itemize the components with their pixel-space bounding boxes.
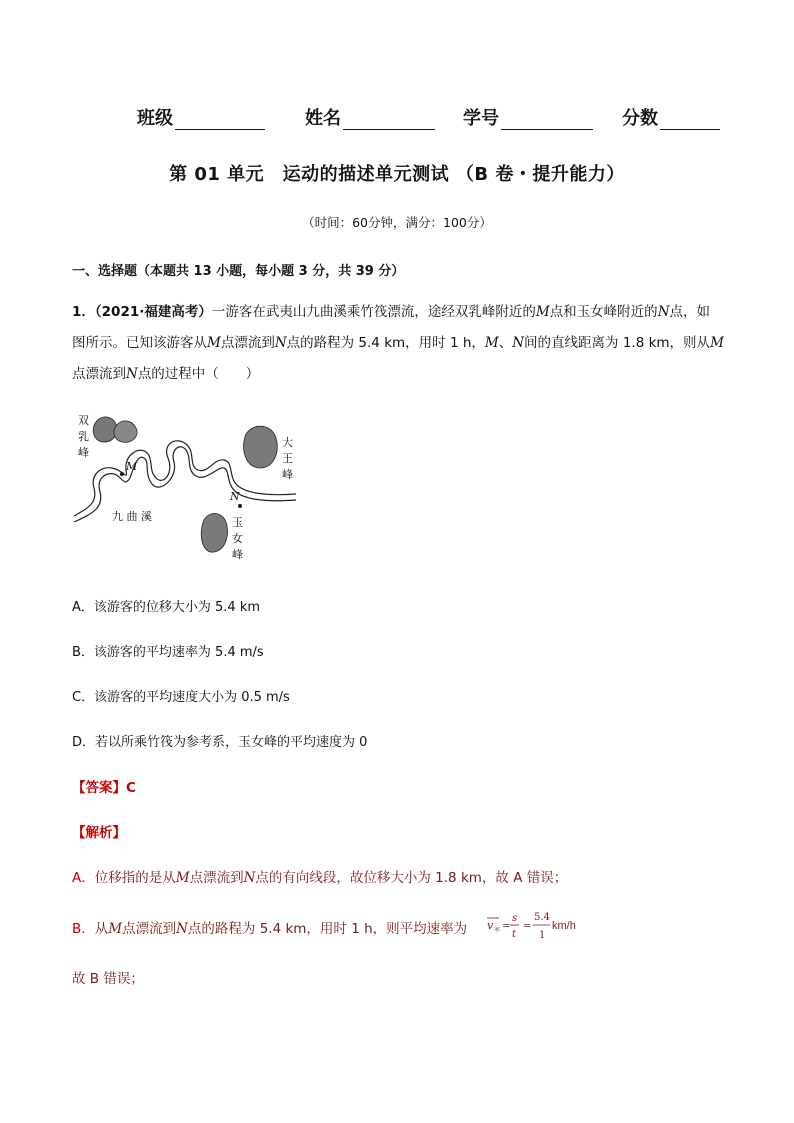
section-heading: 一、选择题（本题共 13 小题，每小题 3 分，共 39 分）: [72, 264, 405, 279]
question-text: 间的直线距离为 1.8 km，则从: [524, 335, 711, 351]
mountain-right: [244, 426, 278, 468]
class-blank[interactable]: [175, 109, 265, 130]
label-wang: 王: [282, 452, 293, 465]
header-row: [0, 104, 794, 132]
formula-equals-2: =: [523, 921, 532, 932]
point-m: M: [484, 335, 499, 351]
point-n: N: [176, 921, 188, 937]
point-m-marker: [120, 472, 124, 476]
point-n-marker: [238, 504, 242, 508]
point-n: N: [512, 335, 525, 351]
page-title: 第 01 单元 运动的描述单元测试 （B 卷・提升能力）: [169, 164, 625, 185]
name-blank[interactable]: [343, 109, 435, 130]
question-1-line-3: [72, 359, 724, 390]
point-n: N: [657, 304, 670, 320]
question-text: 、: [498, 335, 513, 351]
student-id-label: 学号: [463, 108, 499, 129]
answer: 【答案】C: [72, 780, 136, 796]
analysis-text: 点漂流到: [122, 921, 177, 937]
label-feng-bottom: 峰: [232, 548, 243, 561]
formula-equals-1: =: [502, 921, 511, 932]
question-text: 点，如: [669, 304, 710, 320]
river-map-figure: [68, 408, 308, 578]
point-n: N: [274, 335, 287, 351]
class-label: 班级: [137, 108, 173, 129]
label-river: 九 曲 溪: [112, 510, 152, 523]
point-m: M: [207, 335, 221, 351]
analysis-b-conclusion: 故 B 错误；: [72, 971, 144, 987]
formula-v: v: [487, 919, 494, 932]
question-text: 点和玉女峰附近的: [549, 304, 658, 320]
question-text: 点漂流到: [72, 366, 126, 382]
analysis-a: [72, 866, 567, 886]
question-number: 1．: [72, 304, 95, 320]
label-ru: 乳: [78, 430, 89, 443]
mountain-left: [93, 417, 137, 442]
point-n: N: [126, 366, 138, 382]
name-label: 姓名: [305, 108, 341, 129]
label-n: N: [230, 490, 240, 503]
point-m: M: [108, 921, 123, 937]
label-shuang: 双: [78, 414, 89, 427]
analysis-text: 点的有向线段，故位移大小为 1.8 km，故 A 错误；: [255, 870, 568, 886]
formula-s: s: [512, 913, 518, 924]
formula-denominator: 1: [539, 930, 546, 941]
question-1-line-1: [72, 297, 724, 328]
class-field[interactable]: [137, 104, 265, 130]
point-m: M: [175, 870, 190, 886]
formula-numerator: 5.4: [534, 912, 550, 923]
formula-subscript: 率: [494, 927, 501, 934]
question-text: 点漂流到: [220, 335, 275, 351]
page-subtitle: （时间：60分钟，满分：100分）: [302, 215, 492, 230]
question-text: 一游客在武夷山九曲溪乘竹筏漂流，途经双乳峰附近的: [211, 304, 536, 320]
question-text: 图所示。已知该游客从: [72, 335, 207, 351]
student-id-field[interactable]: [463, 104, 593, 130]
mountain-bottom: [201, 513, 227, 552]
question-1-line-2: [72, 328, 724, 359]
score-blank[interactable]: [660, 109, 720, 130]
score-label: 分数: [622, 108, 658, 129]
label-yu: 玉: [232, 516, 243, 529]
point-m: M: [710, 335, 724, 351]
option-c[interactable]: C．该游客的平均速度大小为 0.5 m/s: [72, 690, 290, 705]
name-field[interactable]: [305, 104, 435, 130]
analysis-text: 位移指的是从: [94, 870, 176, 886]
student-id-blank[interactable]: [501, 109, 593, 130]
point-m: M: [535, 304, 550, 320]
analysis-b: [72, 917, 467, 937]
question-text: 点的过程中（ ）: [137, 366, 260, 382]
label-feng-right: 峰: [282, 468, 293, 481]
option-b[interactable]: B．该游客的平均速率为 5.4 m/s: [72, 645, 264, 660]
analysis-prefix: A．: [72, 870, 95, 886]
question-source: （2021·福建高考）: [94, 304, 212, 320]
analysis-label: 【解析】: [72, 825, 126, 841]
formula-t: t: [512, 929, 517, 940]
average-speed-formula: [483, 905, 603, 945]
question-1: [72, 297, 724, 390]
option-d[interactable]: D．若以所乘竹筏为参考系，玉女峰的平均速度为 0: [72, 735, 368, 750]
label-da: 大: [282, 436, 293, 449]
label-nv: 女: [232, 532, 243, 545]
score-field[interactable]: [622, 104, 720, 130]
analysis-prefix: B．: [72, 921, 95, 937]
label-feng-left: 峰: [78, 446, 89, 459]
question-text: 点的路程为 5.4 km，用时 1 h，: [286, 335, 485, 351]
formula-unit: km/h: [552, 920, 576, 932]
point-n: N: [243, 870, 256, 886]
option-a[interactable]: A．该游客的位移大小为 5.4 km: [72, 600, 261, 615]
analysis-text: 点的路程为 5.4 km，用时 1 h，则平均速率为: [187, 921, 468, 937]
analysis-text: 点漂流到: [189, 870, 244, 886]
analysis-text: 从: [94, 921, 109, 937]
label-m: M: [126, 460, 138, 473]
